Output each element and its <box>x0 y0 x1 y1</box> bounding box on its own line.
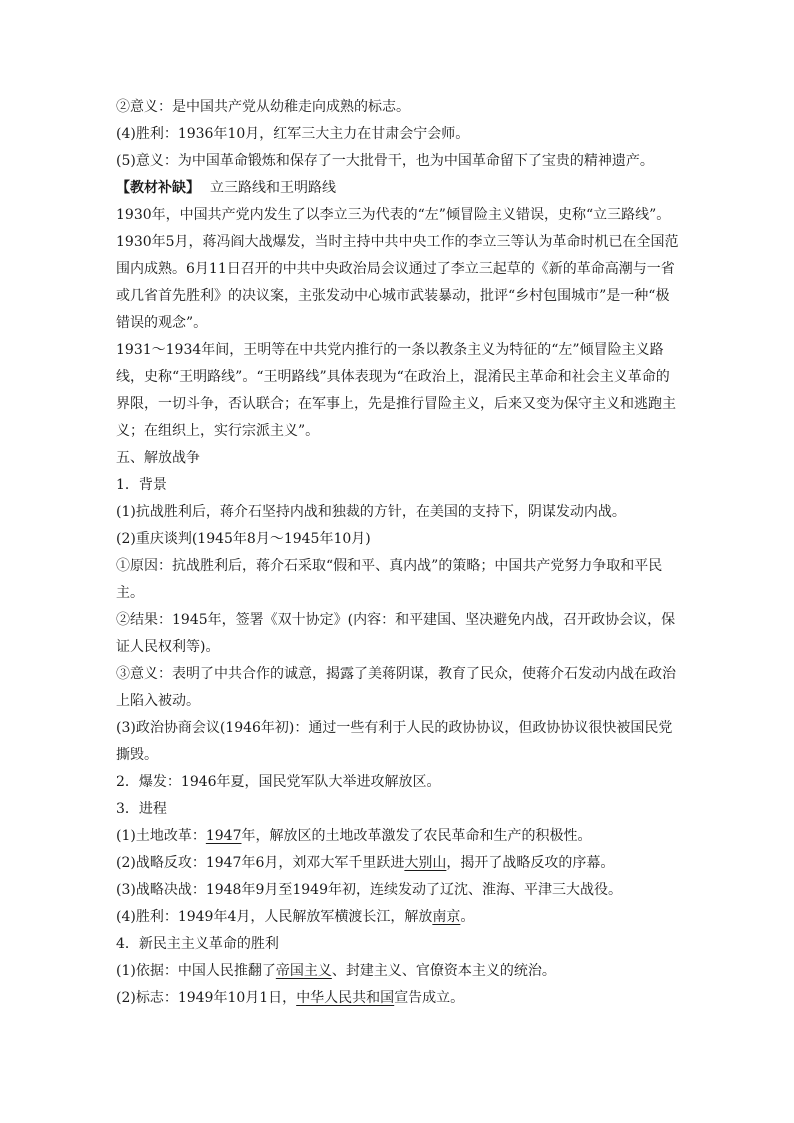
underlined-answer: 1947 <box>205 828 242 844</box>
victory-sign <box>116 985 682 1012</box>
supplement-paragraph-1: 1930年，中国共产党内发生了以李立三为代表的“左”倾冒险主义错误，史称“立三路线”。 <box>116 207 671 223</box>
background-meaning: ③意义：表明了中共合作的诚意，揭露了美蒋阴谋，教育了民众，使蒋介石发动内战在政治上陷入被动。 <box>116 666 676 709</box>
text-segment: (1)依据：中国人民推翻了 <box>116 963 276 979</box>
supplement-paragraph-2: 1930年5月，蒋冯阎大战爆发，当时主持中共中央工作的李立三等认为革命时机已在全国范围内成熟。6月11日召开的中共中央政治局会议通过了李立三起草的《新的革命高潮与一省或几省首先胜利》的决议案，主张发动中心城市武装暴动，批评“乡村包围城市”是一种“极错误的观念”。 <box>116 234 679 331</box>
supplement-paragraph-3: 1931～1934年间，王明等在中共党内推行的一条以教条主义为特征的“左”倾冒险主义路线，史称“王明路线”。“王明路线”具体表现为“在政治上，混淆民主革命和社会主义革命的界限，一切斗争，否认联合；在军事上，先是推行冒险主义，后来又变为保守主义和逃跑主义；在组织上，实行宗派主义”。 <box>116 342 676 439</box>
significance-line: (5)意义：为中国革命锻炼和保存了一大批骨干，也为中国革命留下了宝贵的精神遗产。 <box>116 153 654 169</box>
subheading-revolution-victory: 4．新民主主义革命的胜利 <box>116 936 279 952</box>
underlined-answer: 南京 <box>432 909 461 925</box>
background-item-3: (3)政治协商会议(1946年初)：通过一些有利于人民的政协协议，但政协协议很快被国民党撕毁。 <box>116 720 673 763</box>
text-segment: (2)战略反攻：1947年6月，刘邓大军千里跃进 <box>116 855 405 871</box>
background-result: ②结果：1945年，签署《双十协定》(内容：和平建国、坚决避免内战，召开政协会议，保证人民权利等)。 <box>116 612 676 655</box>
progress-land-reform <box>116 823 682 850</box>
text-segment: (4)胜利：1949年4月，人民解放军横渡长江，解放 <box>116 909 433 925</box>
text-segment: ，揭开了战略反攻的序幕。 <box>446 855 615 871</box>
document-page <box>116 94 682 1012</box>
supplement-title: 立三路线和王明路线 <box>210 180 336 196</box>
background-item-2: (2)重庆谈判(1945年8月～1945年10月) <box>116 531 371 547</box>
background-item-1: (1)抗战胜利后，蒋介石坚持内战和独裁的方针，在美国的支持下，阴谋发动内战。 <box>116 504 626 520</box>
background-reason: ①原因：抗战胜利后，蒋介石采取“假和平、真内战”的策略；中国共产党努力争取和平民主。 <box>116 558 663 601</box>
underlined-answer: 大别山 <box>404 855 447 871</box>
text-segment: 、封建主义、官僚资本主义的统治。 <box>331 963 556 979</box>
text-segment: 。 <box>460 909 475 925</box>
text-segment: 宣告成立。 <box>394 990 465 1006</box>
underlined-answer: 帝国主义 <box>275 963 332 979</box>
subheading-outbreak: 2．爆发：1946年夏，国民党军队大举进攻解放区。 <box>116 774 441 790</box>
text-segment: (2)标志：1949年10月1日， <box>116 990 297 1006</box>
subheading-progress: 3．进程 <box>116 801 167 817</box>
progress-victory <box>116 904 682 931</box>
supplement-label: 【教材补缺】 <box>116 180 200 196</box>
supplement-heading <box>116 175 682 202</box>
meaning-line: ②意义：是中国共产党从幼稚走向成熟的标志。 <box>116 99 410 115</box>
progress-counteroffensive <box>116 850 682 877</box>
underlined-answer: 中华人民共和国 <box>296 990 395 1006</box>
victory-basis <box>116 958 682 985</box>
section-heading-liberation-war: 五、解放战争 <box>116 450 200 466</box>
text-segment: (1)土地改革： <box>116 828 206 844</box>
progress-decisive-battles: (3)战略决战：1948年9月至1949年初，连续发动了辽沈、淮海、平津三大战役。 <box>116 882 622 898</box>
text-segment: 年，解放区的土地改革激发了农民革命和生产的积极性。 <box>241 828 592 844</box>
victory-line: (4)胜利：1936年10月，红军三大主力在甘肃会宁会师。 <box>116 126 470 142</box>
subheading-background: 1．背景 <box>116 477 167 493</box>
